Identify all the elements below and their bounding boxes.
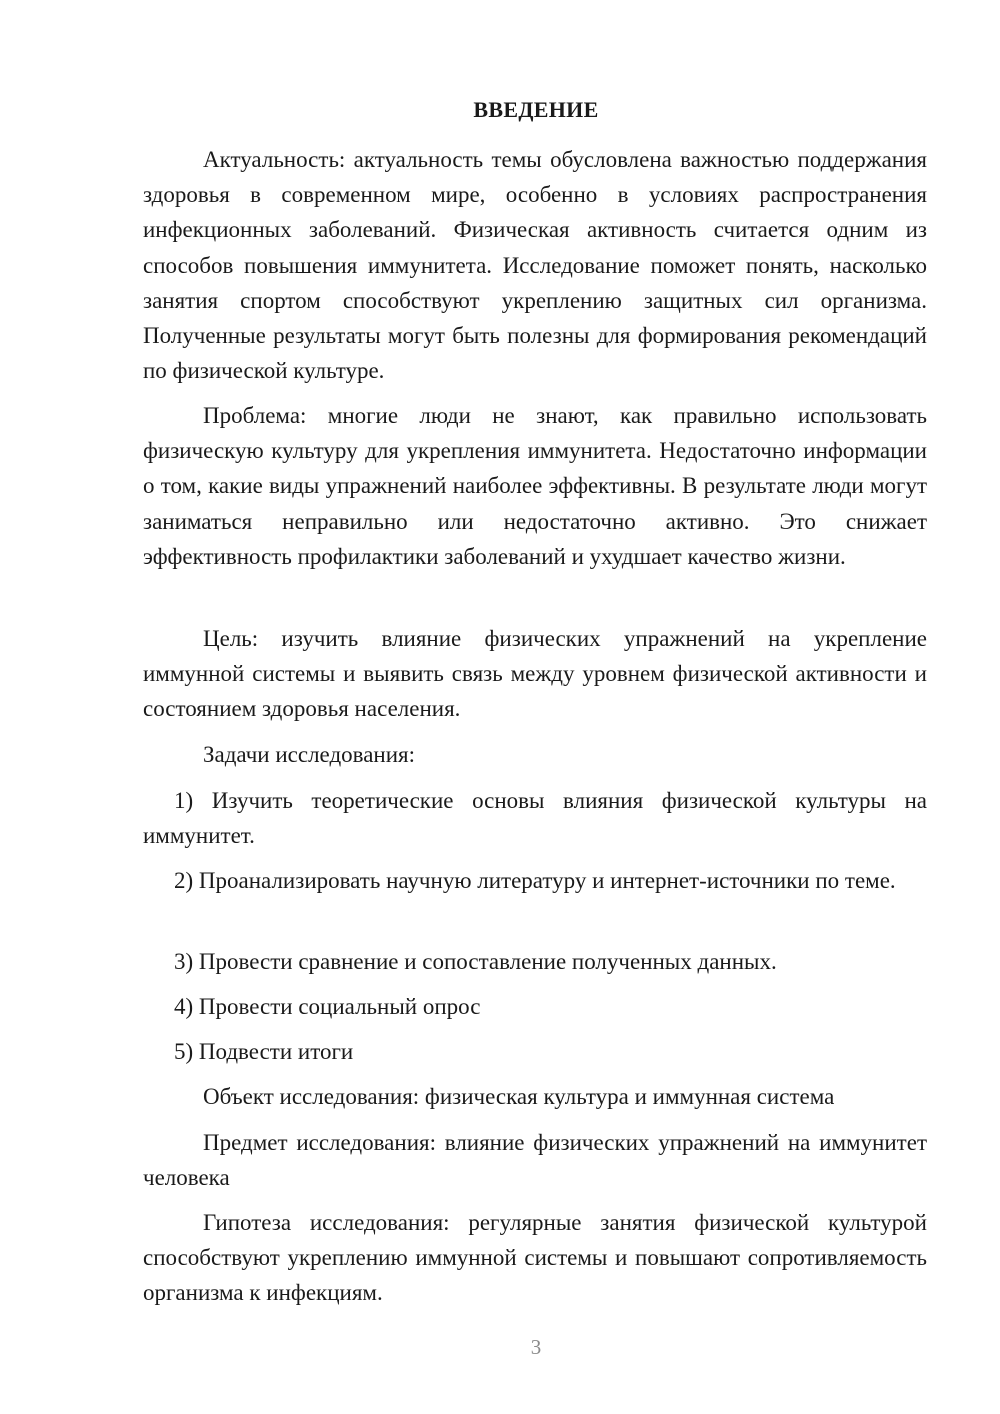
paragraph-hypothesis: [143, 1205, 927, 1311]
task-item-3: [143, 944, 927, 979]
paragraph-relevance: [143, 142, 927, 388]
list-item: 2) Проанализировать научную литературу и интернет-источники по теме.: [174, 868, 896, 893]
paragraph-problem: [143, 398, 927, 574]
paragraph-object: [143, 1079, 927, 1114]
paragraph-text: Цель: изучить влияние физических упражнений на укрепление иммунной системы и выявить связь между уровнем физической активности и состоянием здоровья населения.: [143, 626, 927, 722]
paragraph-text: Гипотеза исследования: регулярные занятия физической культурой способствуют укреплению иммунной системы и повышают сопротивляемость организма к инфекциям.: [143, 1210, 927, 1306]
page-title: ВВЕДЕНИЕ: [473, 97, 599, 122]
task-item-1: [143, 783, 927, 853]
list-item: 1) Изучить теоретические основы влияния физической культуры на иммунитет.: [143, 788, 927, 849]
paragraph-text: Актуальность: актуальность темы обусловлена важностью поддержания здоровья в современном мире, особенно в условиях распространения инфекционных заболеваний. Физическая активность считается одним из способов повышения иммунитета. Исследование поможет понять, насколько занятия спортом способствуют укреплению защитных сил организма. Полученные результаты могут быть полезны для формирования рекомендаций по физической культуре.: [143, 147, 927, 384]
task-item-5: [143, 1034, 927, 1069]
list-item: 5) Подвести итоги: [174, 1039, 354, 1064]
page-number: 3: [530, 1335, 542, 1359]
paragraph-text: Проблема: многие люди не знают, как правильно использовать физическую культуру для укрепления иммунитета. Недостаточно информации о том, какие виды упражнений наиболее эффективны. В результате люди могут заниматься неправильно или недостаточно активно. Это снижает эффективность профилактики заболеваний и ухудшает качество жизни.: [143, 403, 927, 569]
paragraph-subject: [143, 1125, 927, 1195]
paragraph-text: Объект исследования: физическая культура и иммунная система: [203, 1084, 835, 1109]
tasks-label-text: Задачи исследования:: [203, 742, 416, 767]
task-item-4: [143, 989, 927, 1024]
paragraph-text: Предмет исследования: влияние физических упражнений на иммунитет человека: [143, 1130, 927, 1191]
paragraph-goal: [143, 621, 927, 727]
list-item: 4) Провести социальный опрос: [174, 994, 481, 1019]
list-item: 3) Провести сравнение и сопоставление полученных данных.: [174, 949, 777, 974]
tasks-label: [143, 737, 927, 772]
task-item-2: [143, 863, 927, 898]
